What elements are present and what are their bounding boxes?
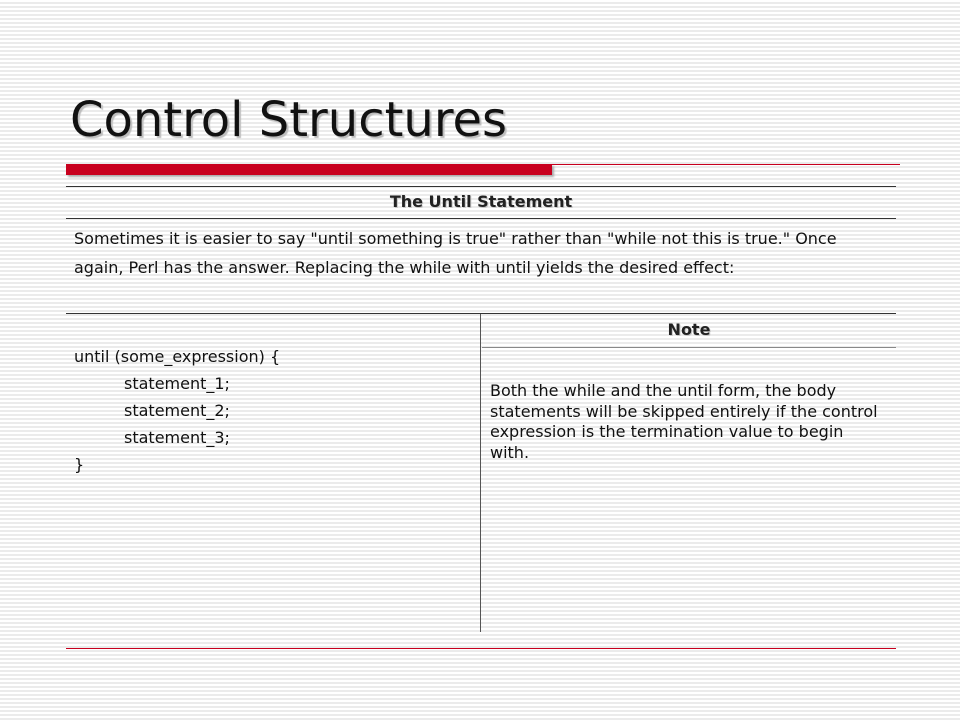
- title-accent-line: [552, 164, 900, 165]
- slide-title: Control Structures: [70, 92, 508, 148]
- note-heading-rule: [482, 347, 896, 348]
- intro-paragraph: Sometimes it is easier to say "until something is true" rather than "while not this is true." Once again, Perl has the answer. Replacing the while with until yields the desired effect:: [74, 229, 837, 277]
- bottom-accent-rule: [66, 648, 896, 649]
- title-accent-bar: [66, 164, 552, 175]
- code-line-statement-2: statement_2;: [124, 401, 230, 420]
- code-line-until: until (some_expression) {: [74, 347, 281, 366]
- code-example: [74, 343, 474, 478]
- code-line-statement-1: statement_1;: [124, 374, 230, 393]
- code-line-close-brace: }: [74, 455, 85, 474]
- note-heading: Note: [667, 320, 711, 339]
- content-top-rule: [66, 313, 896, 314]
- heading-bottom-rule: [66, 218, 896, 219]
- column-divider: [480, 314, 481, 632]
- code-line-statement-3: statement_3;: [124, 428, 230, 447]
- section-heading: The Until Statement: [389, 192, 573, 211]
- table-top-rule: [66, 186, 896, 187]
- note-text: Both the while and the until form, the body statements will be skipped entirely if the control expression is the termination value to begin with.: [490, 381, 878, 462]
